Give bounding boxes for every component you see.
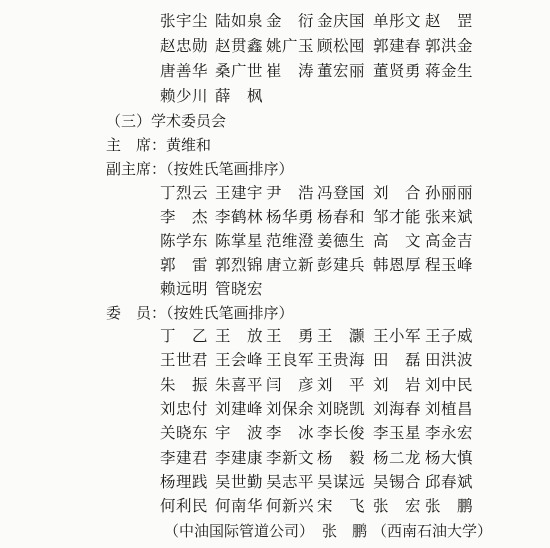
last-line-org-left: （中油国际管道公司）	[164, 522, 315, 540]
vice-chair-name: 邹才能	[373, 208, 422, 226]
member-name: 李建康	[215, 448, 264, 467]
chair-line	[106, 132, 211, 158]
vice-chair-name: 杨华勇	[266, 208, 315, 226]
member-name: 何新兴	[266, 497, 315, 516]
member-name: 杨大慎	[425, 448, 474, 467]
top-member-row	[0, 83, 550, 109]
member-row	[0, 372, 550, 398]
top-member-name: 董宏丽	[317, 62, 366, 80]
member-row	[0, 469, 550, 495]
last-line-name: 张 鹏	[322, 522, 368, 540]
top-member-row	[0, 8, 550, 34]
member-name: 田 磊	[373, 351, 422, 370]
vice-chair-row	[0, 180, 550, 206]
member-name: 关晓东	[160, 424, 209, 443]
member-name: 邱春斌	[425, 472, 474, 491]
member-name: 吴世勤	[215, 472, 264, 491]
member-name: 刘中民	[425, 375, 474, 394]
top-member-name: 陆如泉	[215, 12, 264, 30]
member-name: 张 鹏	[425, 497, 474, 516]
vice-chair-row	[0, 204, 550, 230]
top-member-name: 单彤文	[373, 12, 422, 30]
vice-chair-name: 刘 合	[373, 184, 422, 202]
member-name: 李长俊	[317, 424, 366, 443]
member-name: 王良军	[266, 351, 315, 370]
member-name: 王贵海	[317, 351, 366, 370]
vice-chair-name: 陈学东	[160, 232, 209, 250]
member-name: 刘 岩	[373, 375, 422, 394]
vice-chair-row	[0, 228, 550, 254]
vice-chair-name: 高 文	[373, 232, 422, 250]
section-heading: （三）学术委员会	[106, 112, 227, 130]
member-name: 刘 平	[317, 375, 366, 394]
member-name: 宋 飞	[317, 497, 366, 516]
vice-chair-line	[106, 156, 294, 182]
member-row	[0, 445, 550, 471]
vice-chair-name: 韩恩厚	[373, 256, 422, 274]
member-name: 张 宏	[373, 497, 422, 516]
member-name: 刘保余	[266, 399, 315, 418]
member-name: 何南华	[215, 497, 264, 516]
member-row	[0, 323, 550, 349]
member-name: 何利民	[160, 497, 209, 516]
member-name: 王 放	[215, 327, 264, 345]
member-note: （按姓氏笔画排序）	[166, 304, 294, 322]
member-name: 朱 振	[160, 375, 209, 394]
top-member-name: 姚广玉	[266, 37, 315, 55]
top-member-name: 董贤勇	[373, 62, 422, 80]
member-row	[0, 493, 550, 519]
top-member-name: 赵忠勋	[160, 37, 209, 55]
vice-chair-name: 冯登国	[317, 184, 366, 202]
member-name: 丁 乙	[160, 327, 209, 345]
member-name: 刘忠付	[160, 399, 209, 418]
member-name: 王子威	[425, 327, 474, 345]
member-name: 刘晓凯	[317, 399, 366, 418]
member-name: 王 灏	[317, 327, 366, 345]
top-member-name: 薛 枫	[215, 87, 264, 105]
vice-chair-name: 李鹤林	[215, 208, 264, 226]
member-name: 宇 波	[215, 424, 264, 443]
member-name: 王小军	[373, 327, 422, 345]
top-member-row	[0, 58, 550, 84]
vice-chair-name: 王建宇	[215, 184, 264, 202]
vice-chair-name: 赖远明	[160, 280, 209, 298]
member-name: 李建君	[160, 448, 209, 467]
top-member-name: 张宇尘	[160, 12, 209, 30]
vice-chair-name: 唐立新	[266, 256, 315, 274]
vice-chair-name: 孙丽丽	[425, 184, 474, 202]
chair-label: 主 席：	[106, 136, 167, 154]
top-member-name: 崔 涛	[266, 62, 315, 80]
vice-chair-name: 尹 浩	[266, 184, 315, 202]
top-member-name: 郭建春	[373, 37, 422, 55]
vice-chair-name: 姜德生	[317, 232, 366, 250]
member-name: 王 勇	[266, 327, 315, 345]
top-member-name: 赖少川	[160, 87, 209, 105]
top-member-row	[0, 33, 550, 59]
top-member-name: 金庆国	[317, 12, 366, 30]
vice-chair-name: 程玉峰	[425, 256, 474, 274]
top-member-name: 顾松囤	[317, 37, 366, 55]
member-row	[0, 347, 550, 373]
chair-name: 黄维和	[166, 136, 212, 154]
vice-chair-name: 高金吉	[425, 232, 474, 250]
member-name: 吴锡合	[373, 472, 422, 491]
member-name: 杨二龙	[373, 448, 422, 467]
top-member-name: 桑广世	[215, 62, 264, 80]
vice-chair-name: 管晓宏	[215, 280, 264, 298]
vice-chair-row	[0, 276, 550, 302]
member-label: 委 员：	[106, 304, 167, 322]
top-member-name: 蒋金生	[425, 62, 474, 80]
member-name: 李 冰	[266, 424, 315, 443]
vice-chair-row	[0, 252, 550, 278]
top-member-name: 郭洪金	[425, 37, 474, 55]
member-name: 杨 毅	[317, 448, 366, 467]
top-member-name: 赵 罡	[425, 12, 474, 30]
member-name: 朱喜平	[215, 375, 264, 394]
vice-chair-name: 郭 雷	[160, 256, 209, 274]
member-name: 李玉星	[373, 424, 422, 443]
member-name: 刘海春	[373, 399, 422, 418]
top-member-name: 赵贯鑫	[215, 37, 264, 55]
vice-chair-name: 张来斌	[425, 208, 474, 226]
vice-chair-name: 丁烈云	[160, 184, 209, 202]
member-name: 吴志平	[266, 472, 315, 491]
member-name: 王会峰	[215, 351, 264, 370]
vice-chair-name: 李 杰	[160, 208, 209, 226]
top-member-name: 唐善华	[160, 62, 209, 80]
vice-chair-name: 彭建兵	[317, 256, 366, 274]
member-name: 李永宏	[425, 424, 474, 443]
member-name: 刘建峰	[215, 399, 264, 418]
vice-chair-name: 陈掌星	[215, 232, 264, 250]
top-member-name: 金 衍	[266, 12, 315, 30]
member-name: 闫 彦	[266, 375, 315, 394]
vice-chair-name: 杨春和	[317, 208, 366, 226]
member-row	[0, 396, 550, 422]
member-name: 杨理践	[160, 472, 209, 491]
last-line-org-right: （西南石油大学）	[372, 522, 493, 540]
vice-chair-name: 郭烈锦	[215, 256, 264, 274]
member-name: 吴谋远	[317, 472, 366, 491]
member-name: 田洪波	[425, 351, 474, 370]
member-row	[0, 420, 550, 446]
member-name: 李新文	[266, 448, 315, 467]
member-name: 刘植昌	[425, 399, 474, 418]
vice-chair-note: （按姓氏笔画排序）	[166, 160, 294, 178]
member-name: 王世君	[160, 351, 209, 370]
vice-chair-name: 范维澄	[266, 232, 315, 250]
vice-chair-label: 副主席：	[106, 160, 167, 178]
